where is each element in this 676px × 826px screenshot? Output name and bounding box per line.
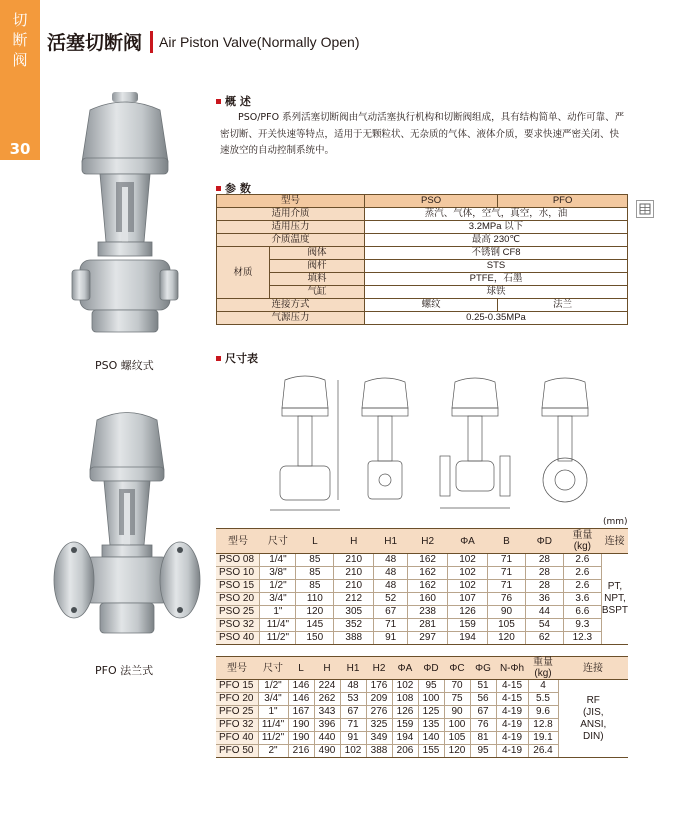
- value-cell: 3/8": [260, 567, 296, 580]
- table-row: [217, 312, 628, 325]
- model-cell: PFO 50: [216, 745, 258, 758]
- model-cell: PSO 40: [216, 632, 260, 645]
- column-header: H2: [408, 529, 448, 554]
- value-cell: 102: [392, 680, 418, 693]
- param-label: 型号: [217, 195, 365, 208]
- column-header: B: [488, 529, 526, 554]
- value-cell: 11/2": [260, 632, 296, 645]
- side-tab-label: [0, 10, 40, 70]
- value-cell: 2": [258, 745, 288, 758]
- param-label: 适用介质: [217, 208, 365, 221]
- pso-valve-photo: [70, 92, 180, 352]
- value-cell: 54: [525, 619, 563, 632]
- value-cell: 1/2": [260, 580, 296, 593]
- value-cell: 162: [408, 580, 448, 593]
- column-header: L: [288, 657, 314, 680]
- grid-icon[interactable]: [636, 200, 654, 218]
- model-cell: PSO 15: [216, 580, 260, 593]
- value-cell: 3/4": [258, 693, 288, 706]
- column-header: ΦC: [444, 657, 470, 680]
- model-cell: PFO 40: [216, 732, 258, 745]
- value-cell: 71: [374, 619, 408, 632]
- table-header-row: [216, 657, 628, 680]
- value-cell: 67: [374, 606, 408, 619]
- value-cell: 135: [418, 719, 444, 732]
- column-header: H: [314, 657, 340, 680]
- model-cell: PSO 25: [216, 606, 260, 619]
- column-header: H1: [374, 529, 408, 554]
- value-cell: 67: [340, 706, 366, 719]
- title-en: Air Piston Valve(Normally Open): [159, 33, 360, 50]
- param-sublabel: 阀杆: [270, 260, 365, 273]
- value-cell: 194: [392, 732, 418, 745]
- params-table: [216, 194, 628, 325]
- value-cell: 162: [408, 567, 448, 580]
- value-cell: 352: [334, 619, 374, 632]
- value-cell: 120: [488, 632, 526, 645]
- value-cell: 56: [470, 693, 496, 706]
- value-cell: 159: [448, 619, 488, 632]
- value-cell: 146: [288, 693, 314, 706]
- value-cell: 150: [296, 632, 334, 645]
- value-cell: 12.3: [563, 632, 601, 645]
- value-cell: 4-19: [496, 706, 528, 719]
- value-cell: 76: [470, 719, 496, 732]
- side-tab-char: 切: [12, 11, 28, 29]
- value-cell: 210: [334, 580, 374, 593]
- model-cell: PFO 32: [216, 719, 258, 732]
- pfo-dimension-table: [216, 656, 628, 758]
- value-cell: 297: [408, 632, 448, 645]
- value-cell: 11/2": [258, 732, 288, 745]
- value-cell: 75: [444, 693, 470, 706]
- pso-caption: PSO 螺纹式: [95, 359, 154, 372]
- param-label: 适用压力: [217, 221, 365, 234]
- value-cell: 85: [296, 554, 334, 567]
- param-value: 螺纹: [365, 299, 498, 312]
- value-cell: 4-15: [496, 693, 528, 706]
- param-header-pso: PSO: [365, 195, 498, 208]
- param-value: 法兰: [498, 299, 628, 312]
- value-cell: 210: [334, 567, 374, 580]
- value-cell: 125: [418, 706, 444, 719]
- value-cell: 28: [525, 567, 563, 580]
- column-header: ΦA: [392, 657, 418, 680]
- unit-label: (mm): [603, 517, 628, 527]
- column-header: ΦD: [418, 657, 444, 680]
- param-value: 不锈钢 CF8: [365, 247, 628, 260]
- column-header: L: [296, 529, 334, 554]
- param-label: 连接方式: [217, 299, 365, 312]
- value-cell: 110: [296, 593, 334, 606]
- value-cell: 108: [392, 693, 418, 706]
- side-tab: [0, 0, 40, 160]
- side-tab-char: 断: [12, 31, 28, 49]
- value-cell: 209: [366, 693, 392, 706]
- grid-icon-glyph: [637, 201, 653, 217]
- value-cell: 62: [525, 632, 563, 645]
- table-row: [216, 632, 628, 645]
- value-cell: 343: [314, 706, 340, 719]
- column-header: 尺寸: [260, 529, 296, 554]
- table-row: [216, 606, 628, 619]
- param-value: 0.25-0.35MPa: [365, 312, 628, 325]
- table-row: [217, 195, 628, 208]
- column-header: H1: [340, 657, 366, 680]
- value-cell: 48: [374, 567, 408, 580]
- value-cell: 126: [448, 606, 488, 619]
- value-cell: 71: [488, 580, 526, 593]
- side-tab-char: 阀: [12, 51, 28, 69]
- value-cell: 2.6: [563, 580, 601, 593]
- value-cell: 126: [392, 706, 418, 719]
- value-cell: 36: [525, 593, 563, 606]
- overview-heading: [216, 93, 251, 109]
- value-cell: 145: [296, 619, 334, 632]
- value-cell: 19.1: [528, 732, 558, 745]
- value-cell: 490: [314, 745, 340, 758]
- model-cell: PSO 20: [216, 593, 260, 606]
- table-row: [216, 619, 628, 632]
- title-cn: 活塞切断阀: [47, 32, 143, 54]
- column-header: H2: [366, 657, 392, 680]
- value-cell: 12.8: [528, 719, 558, 732]
- value-cell: 388: [366, 745, 392, 758]
- table-row: [217, 299, 628, 312]
- value-cell: 28: [525, 580, 563, 593]
- value-cell: 276: [366, 706, 392, 719]
- table-row: [217, 286, 628, 299]
- table-row: [216, 593, 628, 606]
- value-cell: 160: [408, 593, 448, 606]
- value-cell: 100: [444, 719, 470, 732]
- model-cell: PFO 25: [216, 706, 258, 719]
- value-cell: 262: [314, 693, 340, 706]
- table-row: [217, 247, 628, 260]
- value-cell: 11/4": [258, 719, 288, 732]
- pfo-valve-photo: [52, 405, 202, 650]
- table-row: [217, 221, 628, 234]
- value-cell: 95: [418, 680, 444, 693]
- pso-dimension-table: [216, 528, 628, 645]
- connection-cell: RF (JIS, ANSI, DIN): [558, 680, 628, 758]
- overview-text: PSO/PFO 系列活塞切断阀由气动活塞执行机构和切断阀组成，具有结构简单、动作可靠、严密切断、开关快速等特点，适用于无颗粒状、无杂质的气体、液体介质，要求快速严密关闭、快速放空的自动控制系统中。: [220, 112, 625, 156]
- param-value: PTFE，石墨: [365, 273, 628, 286]
- table-row: [216, 567, 628, 580]
- value-cell: 5.5: [528, 693, 558, 706]
- title-divider: [150, 31, 153, 53]
- overview-heading-text: 概 述: [225, 95, 251, 108]
- page-number: 30: [9, 140, 31, 158]
- page-title: [47, 28, 360, 55]
- value-cell: 26.4: [528, 745, 558, 758]
- value-cell: 396: [314, 719, 340, 732]
- value-cell: 155: [418, 745, 444, 758]
- value-cell: 48: [340, 680, 366, 693]
- param-value: 最高 230℃: [365, 234, 628, 247]
- dims-heading-text: 尺寸表: [225, 352, 258, 365]
- value-cell: 105: [488, 619, 526, 632]
- param-label: 介质温度: [217, 234, 365, 247]
- table-row: [216, 680, 628, 693]
- value-cell: 9.3: [563, 619, 601, 632]
- value-cell: 102: [448, 554, 488, 567]
- value-cell: 4-19: [496, 732, 528, 745]
- value-cell: 2.6: [563, 567, 601, 580]
- column-header: N-Φh: [496, 657, 528, 680]
- value-cell: 4-19: [496, 745, 528, 758]
- value-cell: 194: [448, 632, 488, 645]
- value-cell: 76: [488, 593, 526, 606]
- value-cell: 2.6: [563, 554, 601, 567]
- value-cell: 159: [392, 719, 418, 732]
- value-cell: 70: [444, 680, 470, 693]
- value-cell: 3.6: [563, 593, 601, 606]
- value-cell: 305: [334, 606, 374, 619]
- param-label: 气源压力: [217, 312, 365, 325]
- value-cell: 71: [488, 567, 526, 580]
- value-cell: 95: [470, 745, 496, 758]
- value-cell: 85: [296, 567, 334, 580]
- table-row: [217, 234, 628, 247]
- value-cell: 107: [448, 593, 488, 606]
- value-cell: 91: [340, 732, 366, 745]
- pfo-caption: PFO 法兰式: [95, 664, 154, 677]
- value-cell: 4: [528, 680, 558, 693]
- value-cell: 162: [408, 554, 448, 567]
- value-cell: 102: [340, 745, 366, 758]
- value-cell: 325: [366, 719, 392, 732]
- bullet-square: [216, 99, 221, 104]
- param-value: STS: [365, 260, 628, 273]
- column-header: 连接: [558, 657, 628, 680]
- value-cell: 44: [525, 606, 563, 619]
- param-value: 蒸汽、气体，空气，真空，水，油: [365, 208, 628, 221]
- model-cell: PSO 10: [216, 567, 260, 580]
- value-cell: 100: [418, 693, 444, 706]
- value-cell: 176: [366, 680, 392, 693]
- column-header: 型号: [216, 529, 260, 554]
- bullet-square: [216, 356, 221, 361]
- table-row: [216, 580, 628, 593]
- table-row: [217, 208, 628, 221]
- value-cell: 120: [444, 745, 470, 758]
- value-cell: 102: [448, 580, 488, 593]
- value-cell: 48: [374, 554, 408, 567]
- value-cell: 349: [366, 732, 392, 745]
- value-cell: 102: [448, 567, 488, 580]
- value-cell: 1": [260, 606, 296, 619]
- column-header: 尺寸: [258, 657, 288, 680]
- table-header-row: [216, 529, 628, 554]
- table-row: [216, 554, 628, 567]
- param-sublabel: 气缸: [270, 286, 365, 299]
- value-cell: 51: [470, 680, 496, 693]
- value-cell: 190: [288, 732, 314, 745]
- value-cell: 105: [444, 732, 470, 745]
- value-cell: 53: [340, 693, 366, 706]
- dimension-drawings: [250, 370, 610, 515]
- value-cell: 52: [374, 593, 408, 606]
- value-cell: 224: [314, 680, 340, 693]
- model-cell: PSO 32: [216, 619, 260, 632]
- param-header-pfo: PFO: [498, 195, 628, 208]
- params-heading-text: 参 数: [225, 182, 251, 195]
- value-cell: 28: [525, 554, 563, 567]
- table-row: [217, 260, 628, 273]
- column-header: ΦA: [448, 529, 488, 554]
- value-cell: 71: [340, 719, 366, 732]
- column-header: ΦD: [525, 529, 563, 554]
- value-cell: 281: [408, 619, 448, 632]
- param-value: 3.2MPa 以下: [365, 221, 628, 234]
- column-header: H: [334, 529, 374, 554]
- value-cell: 238: [408, 606, 448, 619]
- value-cell: 91: [374, 632, 408, 645]
- column-header: 型号: [216, 657, 258, 680]
- value-cell: 210: [334, 554, 374, 567]
- value-cell: 3/4": [260, 593, 296, 606]
- value-cell: 206: [392, 745, 418, 758]
- value-cell: 90: [444, 706, 470, 719]
- param-label: 材质: [217, 247, 270, 299]
- value-cell: 4-15: [496, 680, 528, 693]
- value-cell: 140: [418, 732, 444, 745]
- model-cell: PSO 08: [216, 554, 260, 567]
- value-cell: 167: [288, 706, 314, 719]
- value-cell: 388: [334, 632, 374, 645]
- model-cell: PFO 20: [216, 693, 258, 706]
- column-header: 重量 (kg): [528, 657, 558, 680]
- value-cell: 190: [288, 719, 314, 732]
- value-cell: 120: [296, 606, 334, 619]
- connection-cell: PT, NPT, BSPT: [601, 554, 628, 645]
- model-cell: PFO 15: [216, 680, 258, 693]
- param-sublabel: 填料: [270, 273, 365, 286]
- column-header: ΦG: [470, 657, 496, 680]
- value-cell: 216: [288, 745, 314, 758]
- value-cell: 1/2": [258, 680, 288, 693]
- value-cell: 9.6: [528, 706, 558, 719]
- value-cell: 1": [258, 706, 288, 719]
- value-cell: 440: [314, 732, 340, 745]
- value-cell: 67: [470, 706, 496, 719]
- column-header: 重量 (kg): [563, 529, 601, 554]
- value-cell: 146: [288, 680, 314, 693]
- column-header: 连接: [601, 529, 628, 554]
- value-cell: 11/4": [260, 619, 296, 632]
- value-cell: 212: [334, 593, 374, 606]
- param-value: 球铁: [365, 286, 628, 299]
- value-cell: 1/4": [260, 554, 296, 567]
- param-sublabel: 阀体: [270, 247, 365, 260]
- table-row: [217, 273, 628, 286]
- value-cell: 90: [488, 606, 526, 619]
- value-cell: 48: [374, 580, 408, 593]
- value-cell: 6.6: [563, 606, 601, 619]
- value-cell: 85: [296, 580, 334, 593]
- value-cell: 71: [488, 554, 526, 567]
- bullet-square: [216, 186, 221, 191]
- value-cell: 81: [470, 732, 496, 745]
- dims-heading: [216, 350, 258, 366]
- value-cell: 4-19: [496, 719, 528, 732]
